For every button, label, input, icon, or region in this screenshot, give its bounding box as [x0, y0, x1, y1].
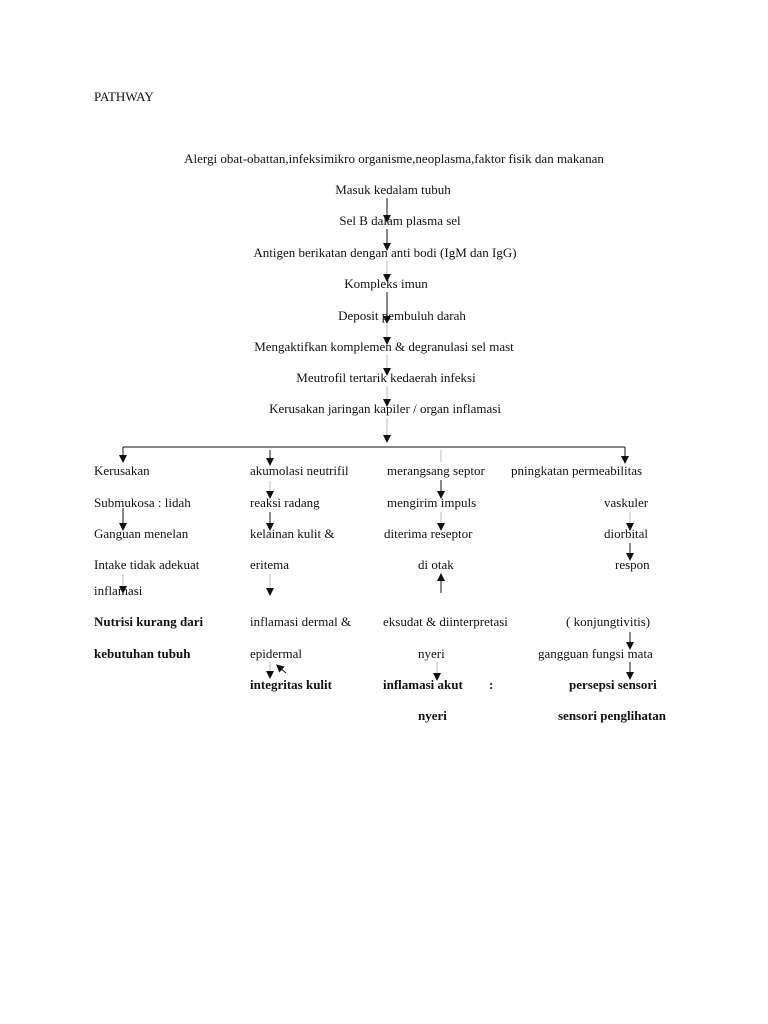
b1-diagnosis-1: Nutrisi kurang dari [94, 614, 204, 629]
flow-step-3: Sel B dalam plasma sel [339, 213, 461, 228]
b4-diagnosis-1: persepsi sensori [569, 677, 657, 692]
b1-line-5: inflamasi [94, 583, 143, 598]
b2-line-4: eritema [250, 557, 289, 572]
flow-step-4: Antigen berikatan dengan anti bodi (IgM dan IgG) [253, 245, 517, 260]
b1-line-3: Ganguan menelan [94, 526, 189, 541]
b4-line-2: vaskuler [604, 495, 649, 510]
b2-arrow-5 [279, 667, 286, 673]
flow-step-8: Meutrofil tertarik kedaerah infeksi [296, 370, 476, 385]
flow-cause: Alergi obat-obattan,infeksimikro organisme,neoplasma,faktor fisik dan makanan [184, 151, 604, 166]
b2-line-2: reaksi radang [250, 495, 320, 510]
flow-step-6: Deposit pembuluh darah [338, 308, 466, 323]
b3-line-1: merangsang septor [387, 463, 485, 478]
b2-line-1: akumolasi neutrifil [250, 463, 349, 478]
b3-diagnosis-1: inflamasi akut [383, 677, 463, 692]
b4-line-5: ( konjungtivitis) [566, 614, 651, 629]
b2-line-3: kelainan kulit & [250, 526, 335, 541]
b4-line-6: gangguan fungsi mata [538, 646, 653, 661]
b4-diagnosis-2: sensori penglihatan [558, 708, 666, 723]
b4-line-4: respon [615, 557, 650, 572]
b4-line-1: pningkatan permeabilitas [511, 463, 643, 478]
b3-line-5: eksudat & diinterpretasi [383, 614, 508, 629]
page-title: PATHWAY [94, 89, 154, 104]
b3-line-3: diterima reseptor [384, 526, 473, 541]
b4-line-3: diorbital [604, 526, 649, 541]
flow-step-2: Masuk kedalam tubuh [335, 182, 451, 197]
b1-line-4: Intake tidak adekuat [94, 557, 200, 572]
b1-diagnosis-2: kebutuhan tubuh [94, 646, 191, 661]
flow-step-9: Kerusakan jaringan kapiler / organ inflamasi [269, 401, 501, 416]
b2-diagnosis: integritas kulit [250, 677, 332, 692]
flow-step-5: Kompleks imun [344, 276, 428, 291]
b3-diagnosis-colon: : [489, 677, 494, 692]
b3-line-2: mengirim impuls [387, 495, 477, 510]
flow-step-7: Mengaktifkan komplemen & degranulasi sel mast [254, 339, 514, 354]
b3-line-4: di otak [418, 557, 454, 572]
b1-line-1: Kerusakan [94, 463, 150, 478]
b3-diagnosis-2: nyeri [418, 708, 447, 723]
b3-line-6: nyeri [418, 646, 445, 661]
b1-line-2: Submukosa : lidah [94, 495, 191, 510]
b2-line-6: epidermal [250, 646, 302, 661]
b2-line-5: inflamasi dermal & [250, 614, 352, 629]
